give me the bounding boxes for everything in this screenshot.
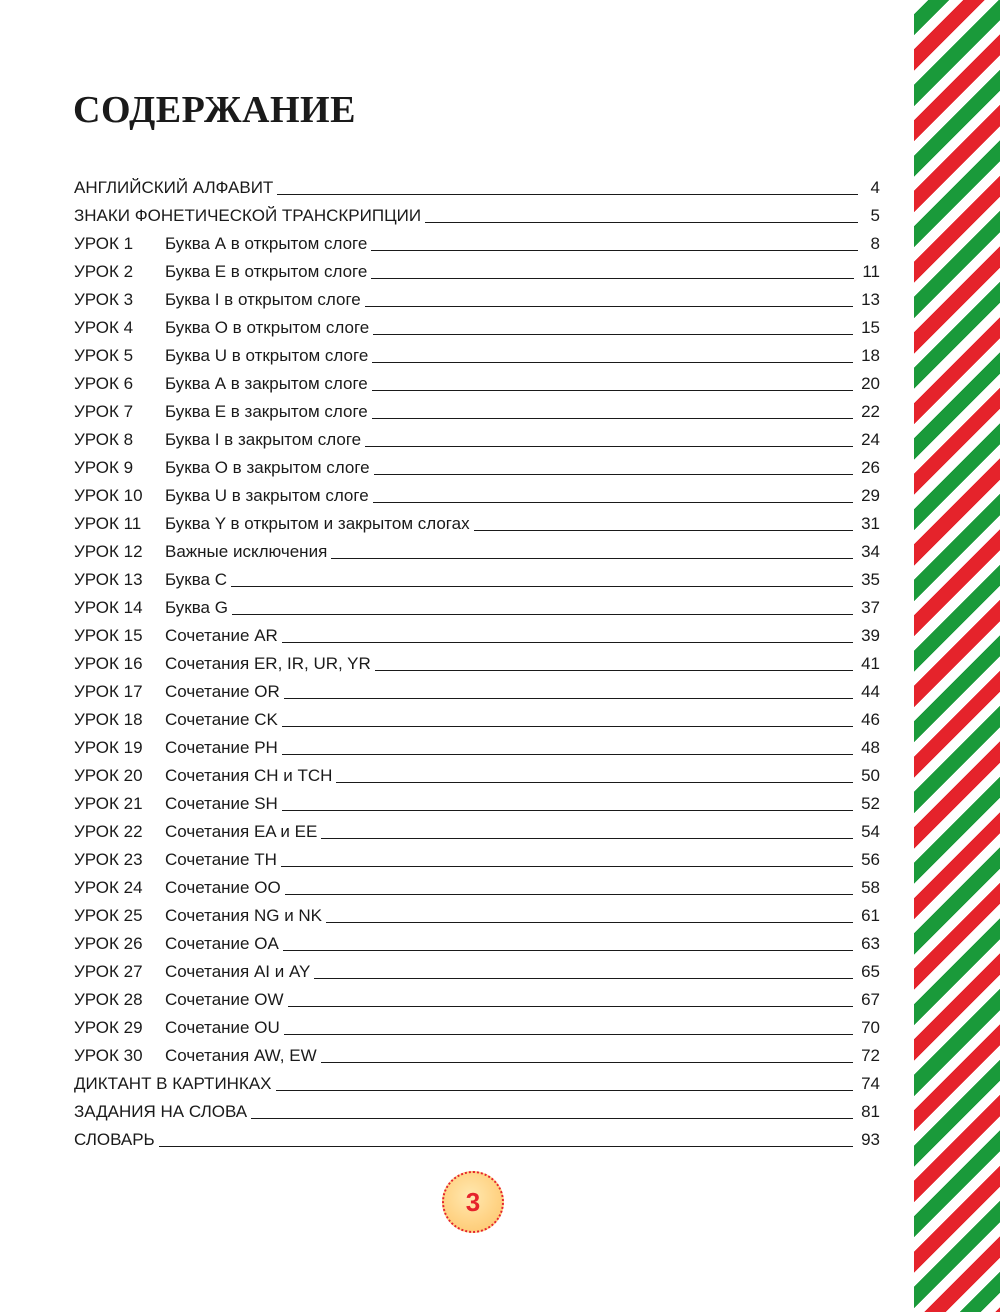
leader-line	[277, 194, 858, 195]
leader-line	[425, 222, 858, 223]
page-number-badge: 3	[442, 1171, 504, 1233]
leader-line	[326, 922, 853, 923]
entry-page-number: 48	[861, 738, 880, 757]
toc-entry[interactable]	[74, 650, 880, 678]
leader-line	[314, 978, 853, 979]
entry-title: Буква А в закрытом слоге	[165, 374, 368, 393]
entry-page-number: 65	[861, 962, 880, 981]
entry-title: Буква О в открытом слоге	[165, 318, 370, 337]
entry-page-number: 35	[861, 570, 880, 589]
lesson-number: УРОК 9	[74, 458, 134, 477]
lesson-number: УРОК 30	[74, 1046, 143, 1065]
entry-title: Буква А в открытом слоге	[165, 234, 368, 253]
toc-entry[interactable]	[74, 454, 880, 482]
toc-entry[interactable]	[74, 314, 880, 342]
leader-line	[474, 530, 854, 531]
entry-title: Буква О в закрытом слоге	[165, 458, 370, 477]
entry-page-number: 11	[862, 262, 880, 281]
toc-entry[interactable]	[74, 566, 880, 594]
entry-page-number: 5	[870, 206, 880, 225]
toc-entry[interactable]	[74, 342, 880, 370]
decorative-stripes	[914, 0, 1000, 1312]
leader-line	[285, 894, 853, 895]
entry-title: Сочетания CH и TCH	[165, 766, 333, 785]
lesson-number: УРОК 21	[74, 794, 143, 813]
lesson-number: УРОК 14	[74, 598, 143, 617]
lesson-number: УРОК 20	[74, 766, 143, 785]
toc-entry[interactable]	[74, 846, 880, 874]
toc-entry[interactable]	[74, 594, 880, 622]
leader-line	[372, 390, 853, 391]
lesson-number: УРОК 8	[74, 430, 134, 449]
leader-line	[336, 782, 853, 783]
leader-line	[276, 1090, 854, 1091]
toc-entry[interactable]	[74, 706, 880, 734]
entry-page-number: 13	[861, 290, 880, 309]
lesson-number: УРОК 15	[74, 626, 143, 645]
toc-entry[interactable]	[74, 902, 880, 930]
lesson-number: УРОК 22	[74, 822, 143, 841]
lesson-number: УРОК 16	[74, 654, 143, 673]
leader-line	[373, 334, 853, 335]
leader-line	[374, 474, 853, 475]
entry-title: Буква U в закрытом слоге	[165, 486, 369, 505]
leader-line	[283, 950, 853, 951]
toc-entry[interactable]	[74, 174, 880, 202]
lesson-number: УРОК 18	[74, 710, 143, 729]
leader-line	[371, 278, 854, 279]
lesson-number: УРОК 27	[74, 962, 143, 981]
entry-page-number: 22	[861, 402, 880, 421]
entry-title: СЛОВАРЬ	[74, 1130, 155, 1149]
toc-entry[interactable]	[74, 538, 880, 566]
lesson-number: УРОК 1	[74, 234, 134, 253]
toc-entry[interactable]	[74, 286, 880, 314]
toc-entry[interactable]	[74, 818, 880, 846]
entry-title: Буква С	[165, 570, 228, 589]
lesson-number: УРОК 10	[74, 486, 143, 505]
entry-title: Сочетание OA	[165, 934, 279, 953]
entry-title: Сочетание PH	[165, 738, 278, 757]
lesson-number: УРОК 12	[74, 542, 143, 561]
leader-line	[365, 306, 853, 307]
entry-page-number: 15	[861, 318, 880, 337]
toc-entry[interactable]	[74, 930, 880, 958]
toc-entry[interactable]	[74, 1014, 880, 1042]
entry-title: Сочетание AR	[165, 626, 278, 645]
entry-title: Буква I в открытом слоге	[165, 290, 361, 309]
entry-page-number: 37	[861, 598, 880, 617]
entry-title: ДИКТАНТ В КАРТИНКАХ	[74, 1074, 272, 1093]
lesson-number: УРОК 3	[74, 290, 134, 309]
leader-line	[282, 754, 853, 755]
leader-line	[282, 810, 853, 811]
entry-title: ЗАДАНИЯ НА СЛОВА	[74, 1102, 248, 1121]
lesson-number: УРОК 17	[74, 682, 143, 701]
entry-title: Сочетание SH	[165, 794, 278, 813]
toc-entry[interactable]	[74, 678, 880, 706]
entry-page-number: 46	[861, 710, 880, 729]
lesson-number: УРОК 26	[74, 934, 143, 953]
entry-title: Важные исключения	[165, 542, 328, 561]
leader-line	[288, 1006, 854, 1007]
toc-entry[interactable]	[74, 230, 880, 258]
entry-page-number: 61	[861, 906, 880, 925]
entry-title: Сочетания AI и AY	[165, 962, 311, 981]
entry-title: Буква Y в открытом и закрытом слогах	[165, 514, 470, 533]
leader-line	[365, 446, 853, 447]
leader-line	[284, 698, 853, 699]
entry-page-number: 44	[861, 682, 880, 701]
entry-page-number: 20	[861, 374, 880, 393]
leader-line	[373, 502, 853, 503]
entry-title: Буква Е в закрытом слоге	[165, 402, 368, 421]
entry-title: Буква I в закрытом слоге	[165, 430, 362, 449]
toc-entry[interactable]	[74, 958, 880, 986]
entry-page-number: 52	[861, 794, 880, 813]
toc-entry[interactable]	[74, 1042, 880, 1070]
leader-line	[284, 1034, 853, 1035]
entry-page-number: 41	[861, 654, 880, 673]
lesson-number: УРОК 2	[74, 262, 134, 281]
entry-page-number: 24	[861, 430, 880, 449]
lesson-number: УРОК 29	[74, 1018, 143, 1037]
entry-title: Сочетание OO	[165, 878, 281, 897]
entry-title: Сочетание OW	[165, 990, 284, 1009]
toc-entry[interactable]	[74, 622, 880, 650]
leader-line	[371, 250, 858, 251]
toc-entry[interactable]	[74, 874, 880, 902]
lesson-number: УРОК 24	[74, 878, 143, 897]
entry-page-number: 74	[861, 1074, 880, 1093]
entry-title: Буква G	[165, 598, 228, 617]
toc-entry[interactable]	[74, 986, 880, 1014]
entry-page-number: 63	[861, 934, 880, 953]
toc-entry[interactable]	[74, 398, 880, 426]
lesson-number: УРОК 25	[74, 906, 143, 925]
toc-entry[interactable]	[74, 790, 880, 818]
leader-line	[372, 418, 853, 419]
toc-entry[interactable]	[74, 258, 880, 286]
entry-title: Буква U в открытом слоге	[165, 346, 369, 365]
entry-page-number: 39	[861, 626, 880, 645]
entry-title: Сочетание OR	[165, 682, 280, 701]
toc-entry[interactable]	[74, 370, 880, 398]
leader-line	[321, 1062, 853, 1063]
entry-page-number: 8	[870, 234, 880, 253]
lesson-number: УРОК 23	[74, 850, 143, 869]
lesson-number: УРОК 4	[74, 318, 134, 337]
entry-page-number: 70	[861, 1018, 880, 1037]
leader-line	[282, 726, 853, 727]
entry-title: Сочетания ER, IR, UR, YR	[165, 654, 371, 673]
toc-entry[interactable]	[74, 1126, 880, 1154]
entry-title: ЗНАКИ ФОНЕТИЧЕСКОЙ ТРАНСКРИПЦИИ	[74, 206, 422, 225]
toc-entry[interactable]	[74, 426, 880, 454]
entry-page-number: 26	[861, 458, 880, 477]
entry-title: Сочетания EA и EE	[165, 822, 318, 841]
toc-entry[interactable]	[74, 734, 880, 762]
entry-page-number: 81	[861, 1102, 880, 1121]
entry-title: Сочетание OU	[165, 1018, 280, 1037]
leader-line	[282, 642, 853, 643]
entry-page-number: 58	[861, 878, 880, 897]
entry-title: Сочетание CK	[165, 710, 278, 729]
page-title: СОДЕРЖАНИЕ	[73, 89, 356, 131]
entry-page-number: 4	[870, 178, 880, 197]
lesson-number: УРОК 5	[74, 346, 134, 365]
entry-page-number: 50	[861, 766, 880, 785]
entry-page-number: 31	[861, 514, 880, 533]
entry-page-number: 56	[861, 850, 880, 869]
leader-line	[251, 1118, 853, 1119]
leader-line	[375, 670, 853, 671]
toc-entry[interactable]	[74, 510, 880, 538]
leader-line	[321, 838, 853, 839]
entry-page-number: 18	[861, 346, 880, 365]
entry-title: Сочетание TH	[165, 850, 277, 869]
lesson-number: УРОК 6	[74, 374, 134, 393]
lesson-number: УРОК 11	[74, 514, 142, 533]
toc-entry[interactable]	[74, 482, 880, 510]
leader-line	[331, 558, 853, 559]
lesson-number: УРОК 28	[74, 990, 143, 1009]
lesson-number: УРОК 7	[74, 402, 134, 421]
entry-page-number: 34	[861, 542, 880, 561]
entry-page-number: 93	[861, 1130, 880, 1149]
toc-entry[interactable]	[74, 1098, 880, 1126]
leader-line	[281, 866, 853, 867]
entry-title: Сочетания AW, EW	[165, 1046, 317, 1065]
leader-line	[372, 362, 853, 363]
table-of-contents	[74, 174, 880, 1154]
toc-entry[interactable]	[74, 1070, 880, 1098]
leader-line	[159, 1146, 853, 1147]
entry-page-number: 72	[861, 1046, 880, 1065]
leader-line	[231, 586, 853, 587]
entry-page-number: 54	[861, 822, 880, 841]
entry-page-number: 67	[861, 990, 880, 1009]
lesson-number: УРОК 13	[74, 570, 143, 589]
entry-title: Сочетания NG и NK	[165, 906, 323, 925]
entry-page-number: 29	[861, 486, 880, 505]
lesson-number: УРОК 19	[74, 738, 143, 757]
entry-title: АНГЛИЙСКИЙ АЛФАВИТ	[74, 178, 274, 197]
entry-title: Буква Е в открытом слоге	[165, 262, 368, 281]
toc-entry[interactable]	[74, 202, 880, 230]
toc-entry[interactable]	[74, 762, 880, 790]
leader-line	[232, 614, 853, 615]
